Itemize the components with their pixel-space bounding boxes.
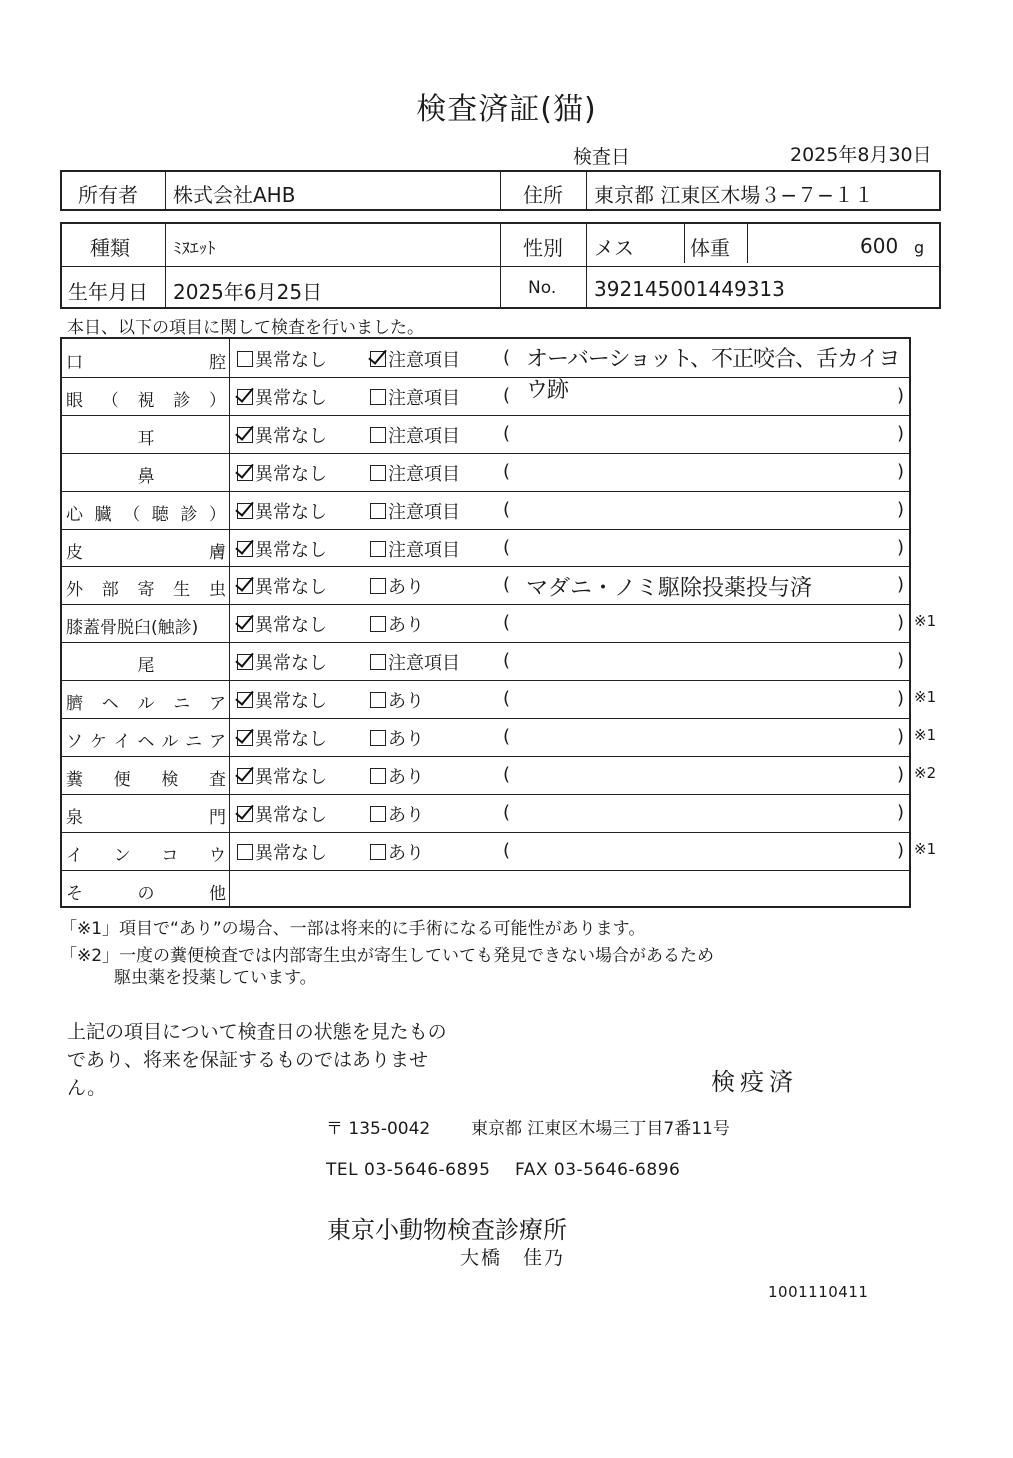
- paren-open: (: [503, 574, 511, 596]
- exam-item-name: 鼻: [137, 466, 155, 487]
- paren-close: ): [896, 384, 904, 406]
- checkbox-icon[interactable]: [237, 351, 253, 367]
- exam-row: [62, 529, 909, 567]
- clinic-name: 東京小動物検査診療所: [327, 1216, 567, 1244]
- paren-close: ): [896, 460, 904, 482]
- exam-item-name: 耳: [137, 428, 155, 449]
- footnote-mark: ※1: [914, 839, 937, 858]
- exam-note: マダニ・ノミ駆除投薬投与済: [526, 576, 813, 602]
- paren-close: ): [896, 839, 904, 861]
- option-second[interactable]: [370, 649, 460, 675]
- checkbox-icon[interactable]: [370, 503, 386, 519]
- exam-row: [62, 794, 909, 832]
- footnote-2-line1: 「※2」一度の糞便検査では内部寄生虫が寄生していても発見できない場合があるため: [60, 946, 715, 966]
- exam-note: オーバーショット、不正咬合、舌カイヨウ跡: [526, 347, 900, 403]
- paren-open: (: [503, 763, 511, 785]
- option-normal[interactable]: [237, 460, 327, 486]
- paren-open: (: [503, 498, 511, 520]
- option-normal[interactable]: [237, 725, 327, 751]
- footnote-mark: ※1: [914, 612, 937, 631]
- other-label: そ の 他: [66, 883, 226, 904]
- checkbox-icon[interactable]: [370, 465, 386, 481]
- option-second[interactable]: [370, 839, 424, 865]
- paren-open: (: [503, 536, 511, 558]
- paren-open: (: [503, 650, 511, 672]
- owner-label: 所有者: [78, 183, 138, 207]
- option-label: 異常なし: [255, 501, 327, 523]
- option-normal[interactable]: [237, 839, 327, 865]
- checkbox-icon[interactable]: [237, 465, 253, 481]
- exam-row: [62, 566, 909, 604]
- option-label: 異常なし: [255, 425, 327, 447]
- exam-item-name: 泉 門: [66, 807, 226, 828]
- option-label: 注意項目: [388, 387, 460, 409]
- option-label: 注意項目: [388, 501, 460, 523]
- option-label: あり: [388, 729, 424, 750]
- option-label: あり: [388, 577, 424, 599]
- option-label: 注意項目: [388, 539, 460, 561]
- paren-close: ): [896, 726, 904, 747]
- exam-item-name: 心 臓 （ 聴 診 ）: [66, 504, 226, 525]
- fax-number: FAX 03-5646-6896: [515, 1160, 681, 1180]
- exam-row: [62, 756, 909, 794]
- option-label: 異常なし: [255, 615, 327, 637]
- option-label: 異常なし: [255, 539, 327, 561]
- exam-item-name: 糞 便 検 査: [66, 769, 226, 790]
- checkbox-icon[interactable]: [237, 541, 253, 557]
- checkbox-icon[interactable]: [370, 692, 386, 708]
- option-normal[interactable]: [237, 422, 327, 448]
- document-number: 1001110411: [768, 1283, 869, 1301]
- option-normal[interactable]: [237, 763, 327, 789]
- checkbox-icon[interactable]: [237, 389, 253, 405]
- exam-row: [62, 491, 909, 529]
- exam-row: [62, 377, 909, 415]
- checkbox-icon[interactable]: [370, 616, 386, 632]
- option-normal[interactable]: [237, 611, 327, 637]
- exam-row: [62, 415, 909, 453]
- checkbox-icon[interactable]: [370, 730, 386, 746]
- exam-item-name: ソ ケ イ ヘ ル ニ ア: [66, 732, 226, 752]
- option-label: あり: [388, 615, 424, 637]
- footnote-mark: ※2: [914, 763, 937, 782]
- exam-row: [62, 604, 909, 642]
- option-second[interactable]: [370, 422, 460, 448]
- checkbox-icon[interactable]: [237, 654, 253, 670]
- checkbox-icon[interactable]: [370, 768, 386, 784]
- paren-open: (: [503, 612, 511, 634]
- option-label: 異常なし: [255, 691, 327, 713]
- inspection-stamp: 検疫済: [711, 1068, 798, 1096]
- exam-item-name: 眼 （ 視 診 ）: [66, 390, 226, 411]
- option-label: あり: [388, 842, 424, 864]
- exam-item-name: 口 腔: [66, 353, 226, 373]
- paren-close: ): [896, 536, 904, 558]
- option-normal[interactable]: [237, 649, 327, 675]
- paren-open: (: [503, 347, 511, 368]
- paren-open: (: [503, 460, 511, 482]
- option-second[interactable]: [370, 725, 424, 751]
- clinic-address: 東京都 江東区木場三丁目7番11号: [471, 1119, 730, 1139]
- checkbox-icon[interactable]: [370, 389, 386, 405]
- option-normal[interactable]: [237, 498, 327, 524]
- exam-row: [62, 718, 909, 756]
- paren-close: ): [896, 574, 904, 596]
- exam-table: [60, 337, 911, 908]
- weight-value: 600: [860, 234, 899, 258]
- option-label: 注意項目: [388, 350, 460, 371]
- option-label: 異常なし: [255, 463, 327, 485]
- checkbox-icon[interactable]: [237, 844, 253, 860]
- paren-open: (: [503, 839, 511, 861]
- checkbox-icon[interactable]: [370, 654, 386, 670]
- paren-close: ): [896, 422, 904, 444]
- checkbox-icon[interactable]: [237, 427, 253, 443]
- option-second[interactable]: [370, 687, 424, 713]
- address-label: 住所: [523, 183, 563, 207]
- option-label: 異常なし: [255, 842, 327, 864]
- address-value: 東京都 江東区木場３−７−１１: [594, 183, 874, 207]
- exam-row: [62, 832, 909, 870]
- checkbox-icon[interactable]: [237, 692, 253, 708]
- option-second[interactable]: [370, 536, 460, 562]
- paren-close: ): [896, 801, 904, 823]
- option-label: あり: [388, 691, 424, 713]
- paren-open: (: [503, 384, 511, 406]
- option-label: 異常なし: [255, 653, 327, 675]
- no-label: No.: [528, 278, 557, 298]
- option-label: 注意項目: [388, 653, 460, 675]
- exam-item-name: 臍 ヘ ル ニ ア: [66, 694, 226, 715]
- option-label: あり: [388, 804, 424, 826]
- tel-number: TEL 03-5646-6895: [326, 1160, 491, 1180]
- option-label: 異常なし: [255, 766, 327, 788]
- option-second[interactable]: [370, 346, 460, 372]
- closing-statement: 上記の項目について検査日の状態を見たものであり、将来を保証するものではありません。: [67, 1021, 447, 1099]
- option-second[interactable]: [370, 763, 424, 789]
- paren-close: ): [896, 688, 904, 710]
- paren-close: ): [896, 763, 904, 785]
- checkbox-icon[interactable]: [237, 616, 253, 632]
- exam-date: 2025年8月30日: [790, 144, 932, 166]
- option-normal[interactable]: [237, 536, 327, 562]
- option-label: あり: [388, 766, 424, 788]
- sex-label: 性別: [523, 236, 563, 260]
- checkbox-icon[interactable]: [370, 806, 386, 822]
- birth-value: 2025年6月25日: [173, 280, 323, 304]
- paren-close: ): [896, 498, 904, 520]
- intro-text: 本日、以下の項目に関して検査を行いました。: [67, 318, 424, 338]
- checkbox-icon[interactable]: [370, 351, 386, 367]
- option-normal[interactable]: [237, 573, 327, 599]
- checkbox-icon[interactable]: [237, 503, 253, 519]
- option-label: 異常なし: [255, 387, 327, 409]
- option-label: 注意項目: [388, 425, 460, 447]
- weight-label: 体重: [690, 236, 730, 260]
- option-second[interactable]: [370, 384, 460, 410]
- breed-value: ﾐﾇｴｯﾄ: [173, 239, 216, 259]
- option-second[interactable]: [370, 801, 424, 827]
- option-second[interactable]: [370, 611, 424, 637]
- paren-close: ): [896, 650, 904, 672]
- exam-row: [62, 642, 909, 680]
- option-second[interactable]: [370, 573, 424, 599]
- postal-code: 〒 135-0042: [326, 1119, 431, 1139]
- option-label: 異常なし: [255, 804, 327, 826]
- footnote-2-line2: 駆虫薬を投薬しています。: [114, 968, 317, 988]
- paren-open: (: [503, 801, 511, 823]
- other-row: [62, 870, 909, 908]
- paren-open: (: [503, 726, 511, 747]
- exam-item-name: 外 部 寄 生 虫: [66, 580, 226, 601]
- animal-info-box: [60, 222, 941, 309]
- option-label: 異常なし: [255, 577, 327, 599]
- option-normal[interactable]: [237, 346, 327, 372]
- exam-item-name: イ ン コ ウ: [66, 845, 226, 866]
- exam-row: [62, 453, 909, 491]
- checkbox-icon[interactable]: [370, 541, 386, 557]
- option-normal[interactable]: [237, 384, 327, 410]
- owner-box: [60, 170, 941, 211]
- checkbox-icon[interactable]: [370, 578, 386, 594]
- exam-date-label: 検査日: [573, 146, 631, 168]
- paren-open: (: [503, 688, 511, 710]
- sex-value: メス: [594, 236, 634, 260]
- breed-label: 種類: [90, 236, 130, 260]
- checkbox-icon[interactable]: [237, 730, 253, 746]
- paren-open: (: [503, 422, 511, 444]
- option-second[interactable]: [370, 460, 460, 486]
- no-value: 392145001449313: [594, 277, 785, 301]
- option-normal[interactable]: [237, 687, 327, 713]
- weight-unit: g: [914, 238, 925, 257]
- paren-close: ): [896, 612, 904, 634]
- checkbox-icon[interactable]: [370, 427, 386, 443]
- option-label: 注意項目: [388, 463, 460, 485]
- owner-value: 株式会社AHB: [173, 183, 296, 207]
- footnote-mark: ※1: [914, 726, 937, 744]
- exam-row: [62, 680, 909, 718]
- footnote-1: 「※1」項目で“あり”の場合、一部は将来的に手術になる可能性があります。: [60, 919, 646, 939]
- option-label: 異常なし: [255, 350, 327, 371]
- footnote-mark: ※1: [914, 688, 937, 707]
- vet-name: 大橋 佳乃: [460, 1247, 566, 1269]
- option-label: 異常なし: [255, 729, 327, 750]
- checkbox-icon[interactable]: [237, 768, 253, 784]
- exam-item-name: 皮 膚: [66, 542, 226, 563]
- exam-item-name: 尾: [137, 656, 155, 677]
- birth-label: 生年月日: [68, 280, 148, 304]
- checkbox-icon[interactable]: [237, 578, 253, 594]
- exam-item-name: 膝蓋骨脱臼(触診): [66, 618, 199, 639]
- option-normal[interactable]: [237, 801, 327, 827]
- checkbox-icon[interactable]: [237, 806, 253, 822]
- option-second[interactable]: [370, 498, 460, 524]
- page-title: 検査済証(猫): [416, 92, 597, 127]
- checkbox-icon[interactable]: [370, 844, 386, 860]
